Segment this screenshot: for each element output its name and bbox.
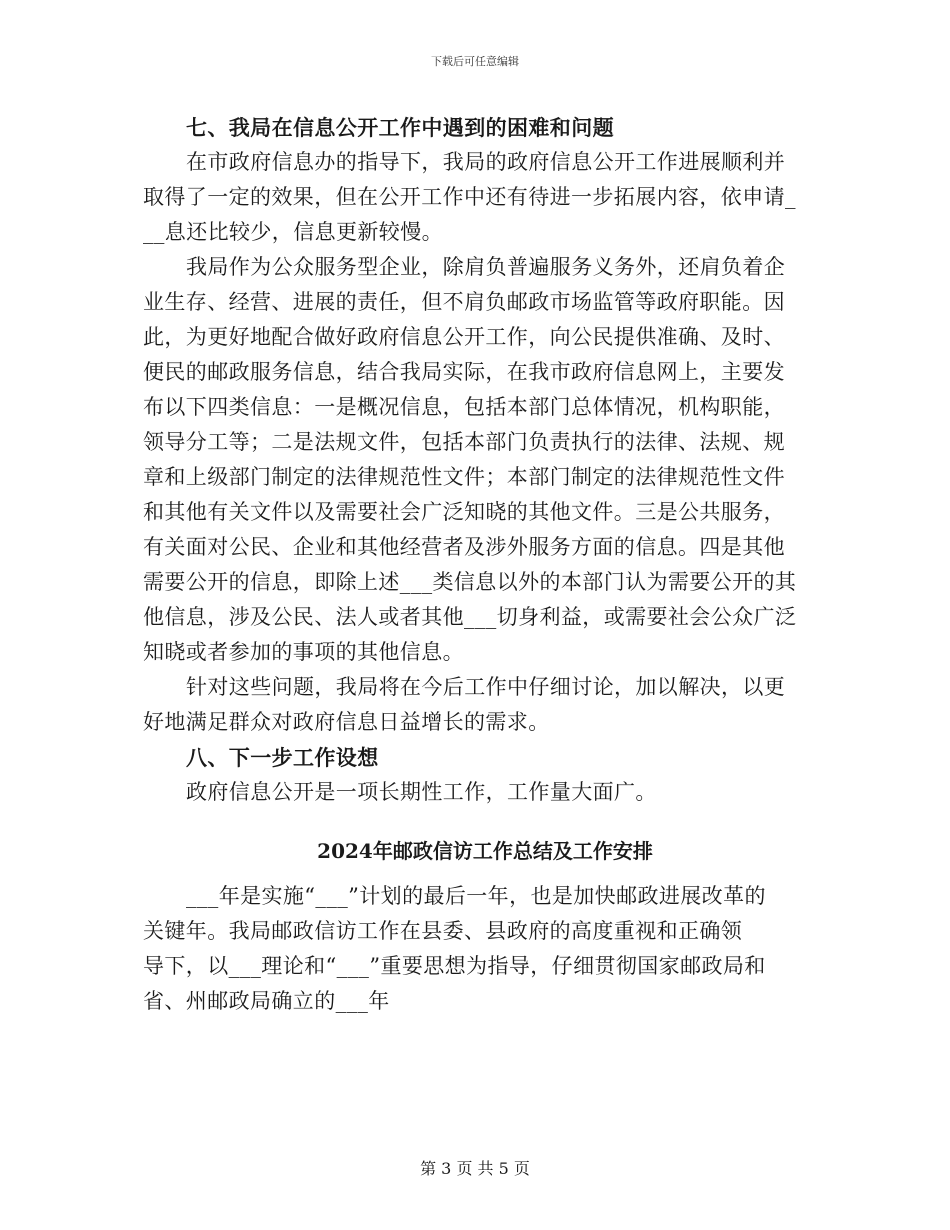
text-line: __息还比较少，信息更新较慢。 bbox=[143, 220, 443, 244]
text-line: 章和上级部门制定的法律规范性文件；本部门制定的法律规范性文件 bbox=[143, 465, 785, 489]
header-note: 下载后可任意编辑 bbox=[431, 55, 519, 68]
section-heading-7: 七、我局在信息公开工作中遇到的困难和问题 bbox=[186, 115, 614, 140]
text-line: 好地满足群众对政府信息日益增长的需求。 bbox=[143, 710, 550, 734]
text-line: 有关面对公民、企业和其他经营者及涉外服务方面的信息。四是其他 bbox=[143, 535, 785, 559]
text-line: 我局作为公众服务型企业，除肩负普遍服务义务外，还肩负着企 bbox=[186, 255, 786, 279]
text-line: 导下，以___理论和“___”重要思想为指导，仔细贯彻国家邮政局和 bbox=[143, 954, 766, 978]
text-line: 和其他有关文件以及需要社会广泛知晓的其他文件。三是公共服务， bbox=[143, 500, 785, 524]
text-line: 领导分工等；二是法规文件，包括本部门负责执行的法律、法规、规 bbox=[143, 430, 785, 454]
paragraph bbox=[143, 879, 807, 1019]
text-line: 取得了一定的效果，但在公开工作中还有待进一步拓展内容，依申请_ bbox=[143, 185, 796, 209]
text-line: 他信息，涉及公民、法人或者其他___切身利益，或需要社会公众广泛 bbox=[143, 605, 797, 629]
text-line: 知晓或者参加的事项的其他信息。 bbox=[143, 640, 464, 664]
text-line: ___年是实施“___”计划的最后一年，也是加快邮政进展改革的 bbox=[186, 884, 766, 908]
text-line: 政府信息公开是一项长期性工作，工作量大面广。 bbox=[186, 780, 657, 804]
text-line: 此，为更好地配合做好政府信息公开工作，向公民提供准确、及时、 bbox=[143, 325, 785, 349]
document-body bbox=[143, 110, 807, 1019]
text-line: 在市政府信息办的指导下，我局的政府信息公开工作进展顺利并 bbox=[186, 150, 786, 174]
paragraph bbox=[143, 670, 807, 740]
text-line: 关键年。我局邮政信访工作在县委、县政府的高度重视和正确领 bbox=[143, 919, 743, 943]
text-line: 业生存、经营、进展的责任，但不肩负邮政市场监管等政府职能。因 bbox=[143, 290, 785, 314]
document-title: 2024年邮政信访工作总结及工作安排 bbox=[317, 839, 653, 863]
text-line: 便民的邮政服务信息，结合我局实际，在我市政府信息网上，主要发 bbox=[143, 360, 785, 384]
page-number: 第 3 页 共 5 页 bbox=[420, 1159, 530, 1178]
text-line: 布以下四类信息：一是概况信息，包括本部门总体情况，机构职能， bbox=[143, 395, 785, 419]
text-line: 省、州邮政局确立的___年 bbox=[143, 989, 390, 1013]
text-line: 需要公开的信息，即除上述___类信息以外的本部门认为需要公开的其 bbox=[143, 570, 797, 594]
paragraph bbox=[143, 145, 807, 250]
paragraph bbox=[143, 250, 807, 670]
text-line: 针对这些问题，我局将在今后工作中仔细讨论，加以解决，以更 bbox=[186, 675, 786, 699]
section-heading-8: 八、下一步工作设想 bbox=[186, 745, 379, 770]
